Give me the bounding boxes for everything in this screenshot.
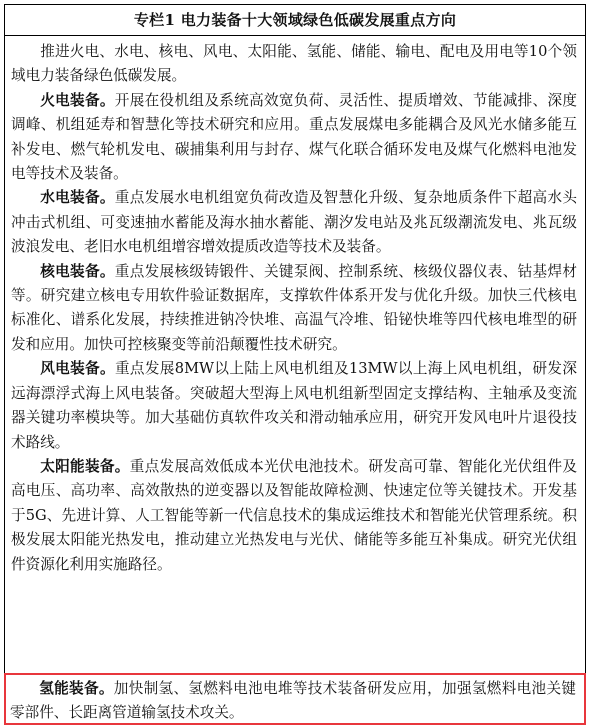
section-heading: 水电装备。 bbox=[40, 189, 115, 207]
intro-paragraph: 推进火电、水电、核电、风电、太阳能、氢能、储能、输电、配电及用电等10个领域电力装备绿色低碳发展。 bbox=[11, 43, 577, 85]
column-box bbox=[4, 4, 586, 724]
section-heading: 氢能装备。 bbox=[39, 680, 114, 697]
section-text: 重点发展核级铸锻件、关键泵阀、控制系统、核级仪器仪表、钴基焊材等。研究建立核电专用软件验证数据库，支撑软件体系开发与优化升级。加快三代核电标准化、谱系化发展，持续推进钠冷快堆、高温气冷堆、铅铋快堆等四代核电堆型的研发和应用。加快可控核聚变等前沿颠覆性技术研究。 bbox=[11, 262, 577, 353]
section-thermal-power bbox=[11, 89, 577, 187]
section-text: 重点发展8MW以上陆上风电机组及13MW以上海上风电机组，研发深远海漂浮式海上风电装备。突破超大型海上风电机组新型固定支撑结构、主轴承及变流器关键功率模块等。加大基础仿真软件攻关和滑动轴承应用，研究开发风电叶片退役技术路线。 bbox=[11, 360, 577, 451]
section-heading: 风电装备。 bbox=[40, 360, 115, 378]
section-text: 重点发展高效低成本光伏电池技术。研发高可靠、智能化光伏组件及高电压、高功率、高效散热的逆变器以及智能故障检测、快速定位等关键技术。开发基于5G、先进计算、人工智能等新一代信息技术的集成运维技术和智能光伏管理系统。积极发展太阳能光热发电，推动建立光热发电与光伏、储能等多能互补集成。研究光伏组件资源化利用实施路径。 bbox=[11, 457, 577, 573]
section-heading: 太阳能装备。 bbox=[40, 457, 130, 475]
section-text: 开展在役机组及系统高效宽负荷、灵活性、提质增效、节能减排、深度调峰、机组延寿和智慧化等技术研究和应用。重点发展煤电多能耦合及风光水储多能互补发电、燃气轮机发电、碳捕集利用与封存、煤气化联合循环发电及煤气化燃料电池发电等技术及装备。 bbox=[11, 91, 577, 183]
section-nuclear-power bbox=[11, 260, 577, 358]
section-hydrogen-energy bbox=[10, 677, 576, 726]
section-text: 加快制氢、氢燃料电池电堆等技术装备研发应用，加强氢燃料电池关键零部件、长距离管道输氢技术攻关。 bbox=[10, 680, 576, 722]
section-hydropower bbox=[11, 186, 577, 259]
section-wind-power bbox=[11, 357, 577, 455]
column-title: 专栏1 电力装备十大领域绿色低碳发展重点方向 bbox=[5, 5, 585, 36]
section-heading: 火电装备。 bbox=[40, 91, 115, 109]
section-solar-power bbox=[11, 455, 577, 577]
column-body bbox=[5, 40, 585, 577]
section-text: 重点发展水电机组宽负荷改造及智慧化升级、复杂地质条件下超高水头冲击式机组、可变速抽水蓄能及海水抽水蓄能、潮汐发电站及兆瓦级潮流发电、兆瓦级波浪发电、老旧水电机组增容增效提质改造等技术及装备。 bbox=[11, 189, 577, 256]
highlight-box-hydrogen bbox=[4, 673, 586, 725]
section-heading: 核电装备。 bbox=[40, 262, 115, 280]
